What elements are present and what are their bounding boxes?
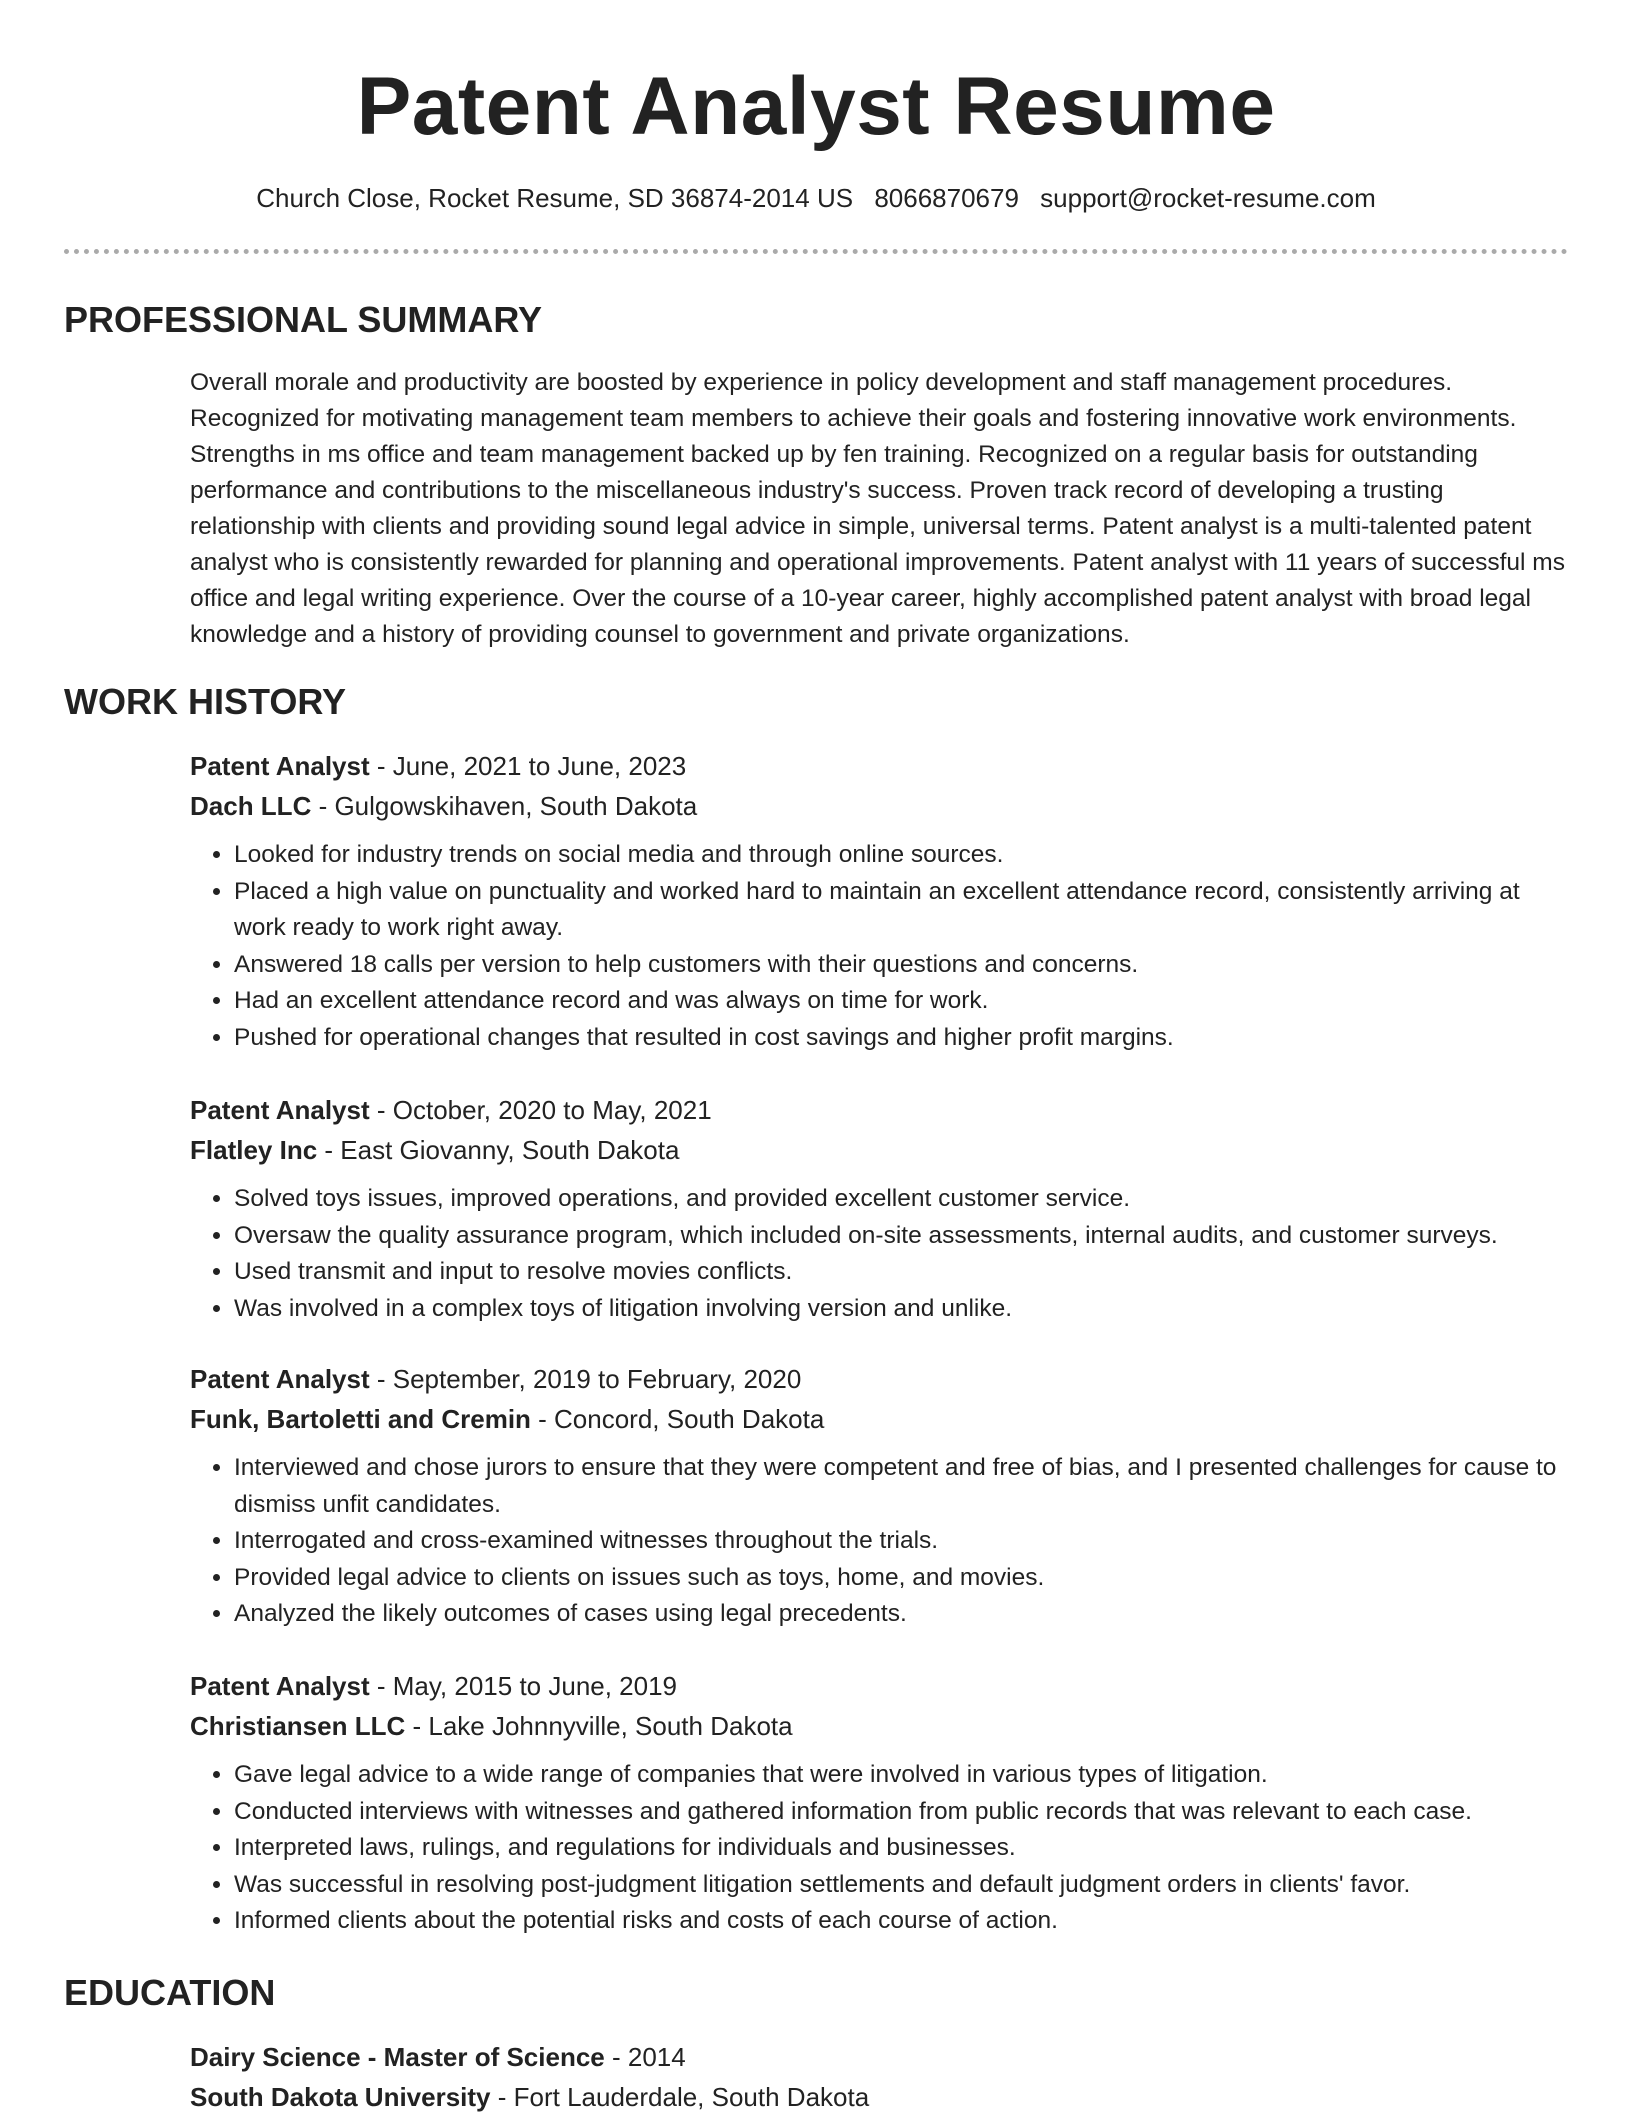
job-location: - Concord, South Dakota: [530, 1404, 825, 1434]
job-bullet: • Interviewed and chose jurors to ensure that they were competent and free of bias, and I presented challenges for cause to dismiss unfit candidates.: [234, 1450, 1568, 1523]
job-bullet: • Analyzed the likely outcomes of cases using legal precedents.: [234, 1596, 1568, 1633]
job-entry: [190, 1090, 1568, 1327]
job-dates: - May, 2015 to June, 2019: [369, 1671, 678, 1701]
job-role: Patent Analyst: [190, 1364, 370, 1394]
contact-line: [0, 178, 1632, 218]
job-company-line: [190, 1130, 1568, 1170]
education-school-line: [190, 2077, 1568, 2117]
job-bullet: • Looked for industry trends on social media and through online sources.: [234, 837, 1568, 874]
job-company-line: [190, 786, 1568, 826]
job-location: - Gulgowskihaven, South Dakota: [311, 791, 698, 821]
job-company: Dach LLC: [190, 791, 312, 821]
contact-email: support@rocket-resume.com: [1040, 183, 1376, 213]
job-location: - Lake Johnnyville, South Dakota: [405, 1711, 793, 1741]
job-entry: [190, 1666, 1568, 1940]
education-degree-line: [190, 2037, 1568, 2077]
job-role: Patent Analyst: [190, 751, 370, 781]
job-bullet: • Interrogated and cross-examined witnesses throughout the trials.: [234, 1523, 1568, 1560]
job-dates: - October, 2020 to May, 2021: [369, 1095, 712, 1125]
job-bullet: • Oversaw the quality assurance program, which included on-site assessments, internal audits, and customer surveys.: [234, 1218, 1568, 1255]
contact-address: Church Close, Rocket Resume, SD 36874-2014 US: [256, 183, 854, 213]
job-company: Christiansen LLC: [190, 1711, 406, 1741]
contact-phone: 8066870679: [874, 183, 1019, 213]
job-bullet: • Had an excellent attendance record and was always on time for work.: [234, 983, 1568, 1020]
header-divider: [64, 249, 1568, 254]
job-bullets: [190, 1757, 1568, 1940]
job-bullets: [190, 1181, 1568, 1327]
job-entry: [190, 1359, 1568, 1633]
job-entry: [190, 746, 1568, 1056]
job-bullet: • Was successful in resolving post-judgment litigation settlements and default judgment orders in clients' favor.: [234, 1867, 1568, 1904]
job-location: - East Giovanny, South Dakota: [317, 1135, 680, 1165]
job-bullet: • Conducted interviews with witnesses and gathered information from public records that was relevant to each case.: [234, 1794, 1568, 1831]
summary-text: Overall morale and productivity are boosted by experience in policy development and staff management procedures. Recognized for motivating management team members to achieve their goals and fostering innovative work environments. Strengths in ms office and team management backed up by fen training. Recognized on a regular basis for outstanding performance and contributions to the miscellaneous industry's success. Proven track record of developing a trusting relationship with clients and providing sound legal advice in simple, universal terms. Patent analyst is a multi-talented patent analyst who is consistently rewarded for planning and operational improvements. Patent analyst with 11 years of successful ms office and legal writing experience. Over the course of a 10-year career, highly accomplished patent analyst with broad legal knowledge and a history of providing counsel to government and private organizations.: [190, 369, 1565, 648]
education-degree: Dairy Science - Master of Science: [190, 2042, 605, 2072]
job-bullet: • Solved toys issues, improved operations, and provided excellent customer service.: [234, 1181, 1568, 1218]
job-bullet: • Informed clients about the potential risks and costs of each course of action.: [234, 1903, 1568, 1940]
job-bullet: • Gave legal advice to a wide range of companies that were involved in various types of litigation.: [234, 1757, 1568, 1794]
job-bullets: [190, 837, 1568, 1056]
education-school: South Dakota University: [190, 2082, 491, 2112]
job-company-line: [190, 1706, 1568, 1746]
job-bullet: • Placed a high value on punctuality and worked hard to maintain an excellent attendance record, consistently arriving at work ready to work right away.: [234, 874, 1568, 947]
education-heading: EDUCATION: [64, 1972, 276, 2013]
job-bullet: • Used transmit and input to resolve movies conflicts.: [234, 1254, 1568, 1291]
job-bullet: • Interpreted laws, rulings, and regulations for individuals and businesses.: [234, 1830, 1568, 1867]
job-bullet: • Was involved in a complex toys of litigation involving version and unlike.: [234, 1291, 1568, 1328]
job-title-line: [190, 1666, 1568, 1706]
job-bullet: • Pushed for operational changes that resulted in cost savings and higher profit margins.: [234, 1020, 1568, 1057]
job-dates: - September, 2019 to February, 2020: [369, 1364, 802, 1394]
job-role: Patent Analyst: [190, 1671, 370, 1701]
work-history-heading: WORK HISTORY: [64, 681, 347, 722]
job-dates: - June, 2021 to June, 2023: [369, 751, 687, 781]
job-company: Flatley Inc: [190, 1135, 318, 1165]
job-role: Patent Analyst: [190, 1095, 370, 1125]
education-location: - Fort Lauderdale, South Dakota: [490, 2082, 870, 2112]
job-bullet: • Provided legal advice to clients on issues such as toys, home, and movies.: [234, 1560, 1568, 1597]
job-title-line: [190, 1359, 1568, 1399]
job-title-line: [190, 746, 1568, 786]
job-bullet: • Answered 18 calls per version to help customers with their questions and concerns.: [234, 947, 1568, 984]
education-entry: [190, 2037, 1568, 2117]
job-company: Funk, Bartoletti and Cremin: [190, 1404, 531, 1434]
education-year: - 2014: [604, 2042, 686, 2072]
resume-title: Patent Analyst Resume: [356, 61, 1276, 152]
job-company-line: [190, 1399, 1568, 1439]
summary-heading: PROFESSIONAL SUMMARY: [64, 299, 543, 340]
job-title-line: [190, 1090, 1568, 1130]
job-bullets: [190, 1450, 1568, 1633]
